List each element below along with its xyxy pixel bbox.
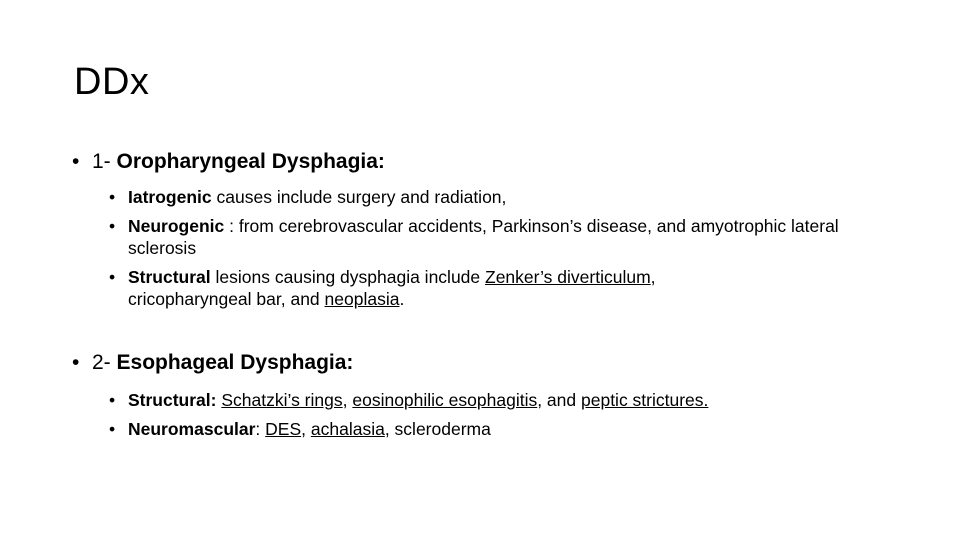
bullet: • [109, 419, 116, 439]
item-term: Neurogenic [128, 216, 225, 236]
link-neoplasia[interactable]: neoplasia [324, 289, 400, 309]
link-zenkers-diverticulum[interactable]: Zenker’s diverticulum [485, 267, 651, 287]
slide-title: DDx [74, 61, 150, 103]
list-item-structural [72, 266, 728, 310]
item-text: : from cerebrovascular accidents, Parkinson’s disease, and amyotrophic lateral sclerosis [128, 216, 839, 258]
list-item-neuromascular [72, 418, 932, 440]
section-number: 2- [92, 351, 117, 374]
link-schatzkis-rings[interactable]: Schatzki’s rings [221, 390, 343, 410]
list-item-neurogenic [72, 215, 888, 259]
link-eosinophilic-esophagitis[interactable]: eosinophilic esophagitis [352, 390, 538, 410]
item-text: lesions causing dysphagia include [210, 267, 485, 287]
link-achalasia[interactable]: achalasia [310, 419, 385, 439]
item-term: Iatrogenic [128, 187, 212, 207]
link-des[interactable]: DES [265, 419, 302, 439]
bullet: • [72, 150, 80, 173]
item-text: , scleroderma [384, 419, 491, 439]
section-heading: Oropharyngeal Dysphagia: [116, 150, 385, 173]
bullet: • [109, 267, 116, 287]
slide-body [72, 148, 932, 440]
item-text: , [301, 419, 311, 439]
item-term: Neuromascular [128, 419, 256, 439]
item-text: , and [537, 390, 581, 410]
link-peptic-strictures[interactable]: peptic strictures. [581, 390, 709, 410]
section-oropharyngeal [72, 148, 932, 176]
item-text: , cricopharyngeal bar, and [128, 267, 656, 309]
item-text: . [399, 289, 405, 309]
bullet: • [72, 351, 80, 374]
bullet: • [109, 187, 116, 207]
section-number: 1- [92, 150, 117, 173]
section-esophageal [72, 349, 932, 377]
section-heading: Esophageal Dysphagia: [116, 351, 354, 374]
item-term: Structural: [128, 390, 217, 410]
item-term: Structural [128, 267, 211, 287]
bullet: • [109, 216, 116, 236]
list-item-iatrogenic [72, 186, 932, 208]
item-text: : [255, 419, 266, 439]
item-text: causes include surgery and radiation, [211, 187, 507, 207]
item-text: , [342, 390, 353, 410]
bullet: • [109, 390, 116, 410]
list-item-structural-esophageal [72, 389, 932, 411]
